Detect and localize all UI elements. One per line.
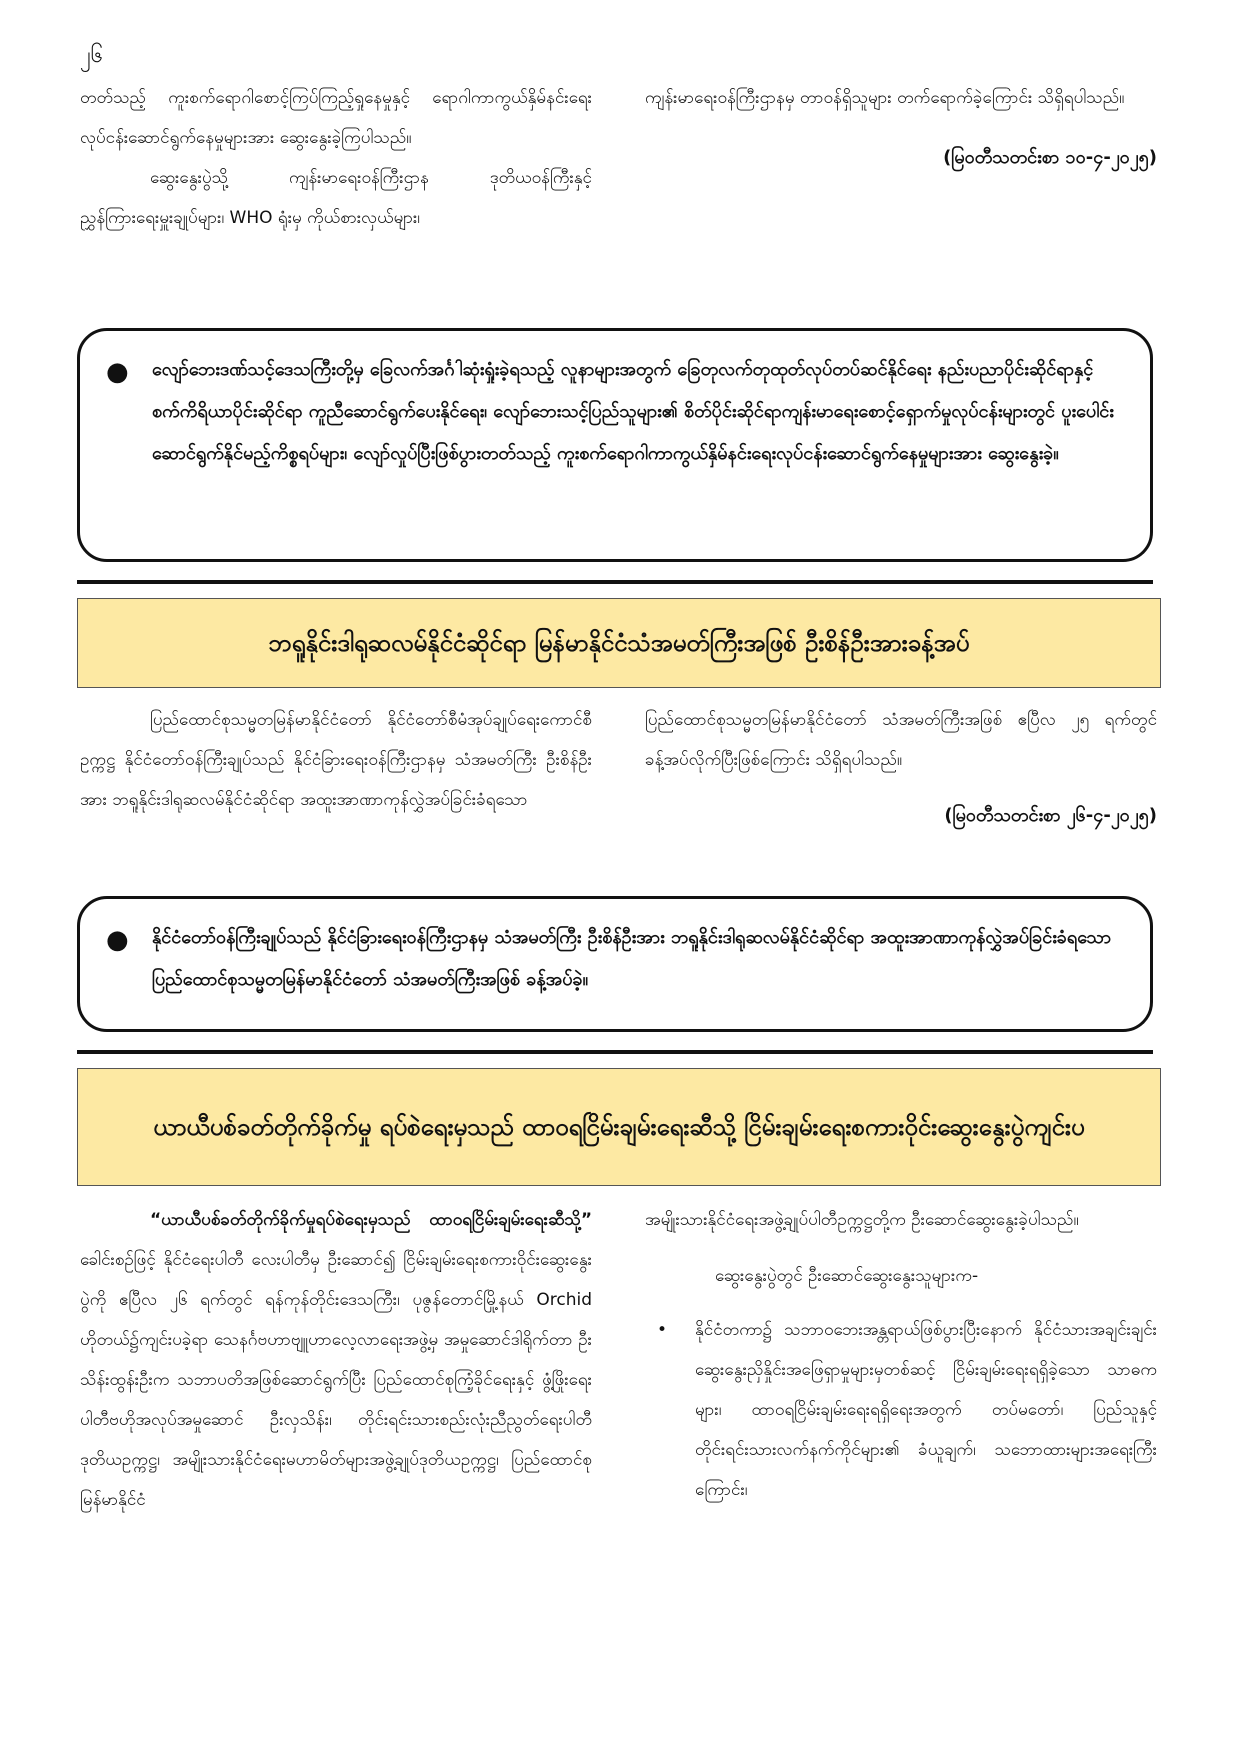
article1-summary-text: လျော်ဘေးဒဏ်သင့်ဒေသကြီးတို့မှ ခြေလက်အင်္ဂါဆုံးရှုံးခဲ့ရသည့် လူနာများအတွက် ခြေတုလက်တုထုတ်လုပ်တပ်ဆင်နိုင်ရေး နည်းပညာပိုင်းဆိုင်ရာနှင့် စက်ကိရိယာပိုင်းဆိုင်ရာ ကူညီဆောင်ရွက်ပေးနိုင်ရေး၊ လျော်ဘေးသင့်ပြည်သူများ၏ စိတ်ပိုင်းဆိုင်ရာကျန်းမာရေးစောင့်ရှောက်မှုလုပ်ငန်းများတွင် ပူးပေါင်းဆောင်ရွက်နိုင်မည့်ကိစ္စရပ်များ၊ လျော်လှုပ်ပြီးဖြစ်ပွားတတ်သည့် ကူးစက်ရောဂါကာကွယ်နှိမ်နင်းရေးလုပ်ငန်းဆောင်ရွက်နေမှုများအား ဆွေးနွေးခဲ့။: [152, 359, 1114, 464]
article3-right-column: [645, 1200, 1157, 1510]
article3-title: ယာယီပစ်ခတ်တိုက်ခိုက်မှု ရပ်စဲရေးမှသည် ထာဝရငြိမ်းချမ်းရေးဆီသို့ ငြိမ်းချမ်းရေးစကားဝိုင်းဆွေးနွေးပွဲကျင်းပ: [153, 1113, 1085, 1141]
article3-title-banner: [77, 1068, 1161, 1186]
list-item: [645, 1310, 1157, 1510]
article3-right-paragraph-2: ဆွေးနွေးပွဲတွင် ဦးဆောင်ဆွေးနွေးသူများက-: [715, 1266, 979, 1286]
article2-title: ဘရူနိုင်းဒါရုဆလမ်နိုင်ငံဆိုင်ရာ မြန်မာနိုင်ငံသံအမတ်ကြီးအဖြစ် ဦးစိန်ဦးအားခန့်အပ်: [268, 629, 970, 657]
article3-quoted-heading: “ယာယီပစ်ခတ်တိုက်ခိုက်မှုရပ်စဲရေးမှသည် ထာဝရငြိမ်းချမ်းရေးဆီသို့”: [150, 1210, 592, 1230]
article2-summary-box: [77, 896, 1153, 1032]
article2-right-paragraph-1: ပြည်ထောင်စုသမ္မတမြန်မာနိုင်ငံတော် သံအမတ်ကြီးအဖြစ် ဧပြီလ ၂၅ ရက်တွင် ခန့်အပ်လိုက်ပြီးဖြစ်ကြောင်း သိရှိရပါသည်။: [645, 710, 1157, 770]
article1-source: (မြဝတီသတင်းစာ ၁၀-၄-၂၀၂၅): [943, 147, 1157, 168]
article1-right-column: [645, 78, 1157, 178]
bullet-icon: •: [657, 1320, 668, 1340]
article3-right-paragraph-1: အမျိုးသားနိုင်ငံရေးအဖွဲ့ချုပ်ပါတီဥက္ကဋ္ဌတို့က ဦးဆောင်ဆွေးနွေးခဲ့ပါသည်။: [645, 1210, 1079, 1230]
article3-list-item-text: နိုင်ငံတကာ၌ သဘာဝဘေးအန္တရာယ်ဖြစ်ပွားပြီးနောက် နိုင်ငံသားအချင်းချင်း ဆွေးနွေးညှိနှိုင်းအဖြေရှာမှုများမှတစ်ဆင့် ငြိမ်းချမ်းရေးရရှိခဲ့သော သာဓကများ၊ ထာဝရငြိမ်းချမ်းရေးရရှိရေးအတွက် တပ်မတော်၊ ပြည်သူနှင့် တိုင်းရင်းသားလက်နက်ကိုင်များ၏ ခံယူချက်၊ သဘောထားများအရေးကြီးကြောင်း၊: [695, 1320, 1157, 1500]
article2-left-column: [80, 700, 592, 820]
article1-left-column: [80, 78, 592, 238]
page-number: ၂၆: [80, 43, 104, 68]
article3-left-text: ခေါင်းစဉ်ဖြင့် နိုင်ငံရေးပါတီ လေးပါတီမှ ဦးဆောင်၍ ငြိမ်းချမ်းရေးစကားဝိုင်းဆွေးနွေးပွဲကို ဧပြီလ ၂၆ ရက်တွင် ရန်ကုန်တိုင်းဒေသကြီး၊ ပုဇွန်တောင်မြို့နယ် Orchid ဟိုတယ်၌ကျင်းပခဲ့ရာ သေနင်္ဂဗဟာဗျူဟာလေ့လာရေးအဖွဲ့မှ အမှုဆောင်ဒါရိုက်တာ ဦးသိန်းထွန်းဦးက သဘာပတိအဖြစ်ဆောင်ရွက်ပြီး ပြည်ထောင်စုကြံ့ခိုင်ရေးနှင့် ဖွံ့ဖြိုးရေးပါတီဗဟိုအလုပ်အမှုဆောင် ဦးလှသိန်း၊ တိုင်းရင်းသားစည်းလုံးညီညွတ်ရေးပါတီဒုတိယဥက္ကဋ္ဌ၊ အမျိုးသားနိုင်ငံရေးမဟာမိတ်များအဖွဲ့ချုပ်ဒုတိယဥက္ကဋ္ဌ၊ ပြည်ထောင်စုမြန်မာနိုင်ငံ: [80, 1250, 592, 1510]
bullet-icon: ●: [106, 357, 129, 387]
article2-right-column: [645, 700, 1157, 836]
article3-left-paragraph-1: [80, 1200, 592, 1520]
section-divider: [77, 1050, 1153, 1054]
article2-source: (မြဝတီသတင်းစာ ၂၆-၄-၂၀၂၅): [944, 805, 1157, 826]
article2-summary-text: နိုင်ငံတော်ဝန်ကြီးချုပ်သည် နိုင်ငံခြားရေးဝန်ကြီးဌာနမှ သံအမတ်ကြီး ဦးစိန်ဦးအား ဘရူနိုင်းဒါရုဆလမ်နိုင်ငံဆိုင်ရာ အထူးအာဏာကုန်လွှဲအပ်ခြင်းခံရသော ပြည်ထောင်စုသမ္မတမြန်မာနိုင်ငံတော် သံအမတ်ကြီးအဖြစ် ခန့်အပ်ခဲ့။: [152, 927, 1112, 990]
article1-left-paragraph-1: တတ်သည့် ကူးစက်ရောဂါစောင့်ကြပ်ကြည့်ရှုနေမှုနှင့် ရောဂါကာကွယ်နှိမ်နင်းရေးလုပ်ငန်းဆောင်ရွက်နေမှုများအား ဆွေးနွေးခဲ့ကြပါသည်။: [80, 88, 592, 148]
bullet-icon: ●: [106, 925, 129, 955]
article2-left-paragraph-1: ပြည်ထောင်စုသမ္မတမြန်မာနိုင်ငံတော် နိုင်ငံတော်စီမံအုပ်ချုပ်ရေးကောင်စီဥက္ကဋ္ဌ နိုင်ငံတော်ဝန်ကြီးချုပ်သည် နိုင်ငံခြားရေးဝန်ကြီးဌာနမှ သံအမတ်ကြီး ဦးစိန်ဦးအား ဘရူနိုင်းဒါရုဆလမ်နိုင်ငံဆိုင်ရာ အထူးအာဏာကုန်လွှဲအပ်ခြင်းခံရသော: [80, 710, 592, 810]
article1-right-paragraph-1: ကျန်းမာရေးဝန်ကြီးဌာနမှ တာဝန်ရှိသူများ တက်ရောက်ခဲ့ကြောင်း သိရှိရပါသည်။: [645, 88, 1125, 108]
article1-summary-box: [77, 328, 1153, 562]
section-divider: [77, 580, 1153, 584]
article2-title-banner: [77, 598, 1161, 688]
article3-left-column: [80, 1200, 592, 1520]
article1-left-paragraph-2: ဆွေးနွေးပွဲသို့ ကျန်းမာရေးဝန်ကြီးဌာန ဒုတိယဝန်ကြီးနှင့် ညွှန်ကြားရေးမှူးချုပ်များ၊ WHO ရုံးမှ ကိုယ်စားလှယ်များ၊: [80, 168, 592, 228]
